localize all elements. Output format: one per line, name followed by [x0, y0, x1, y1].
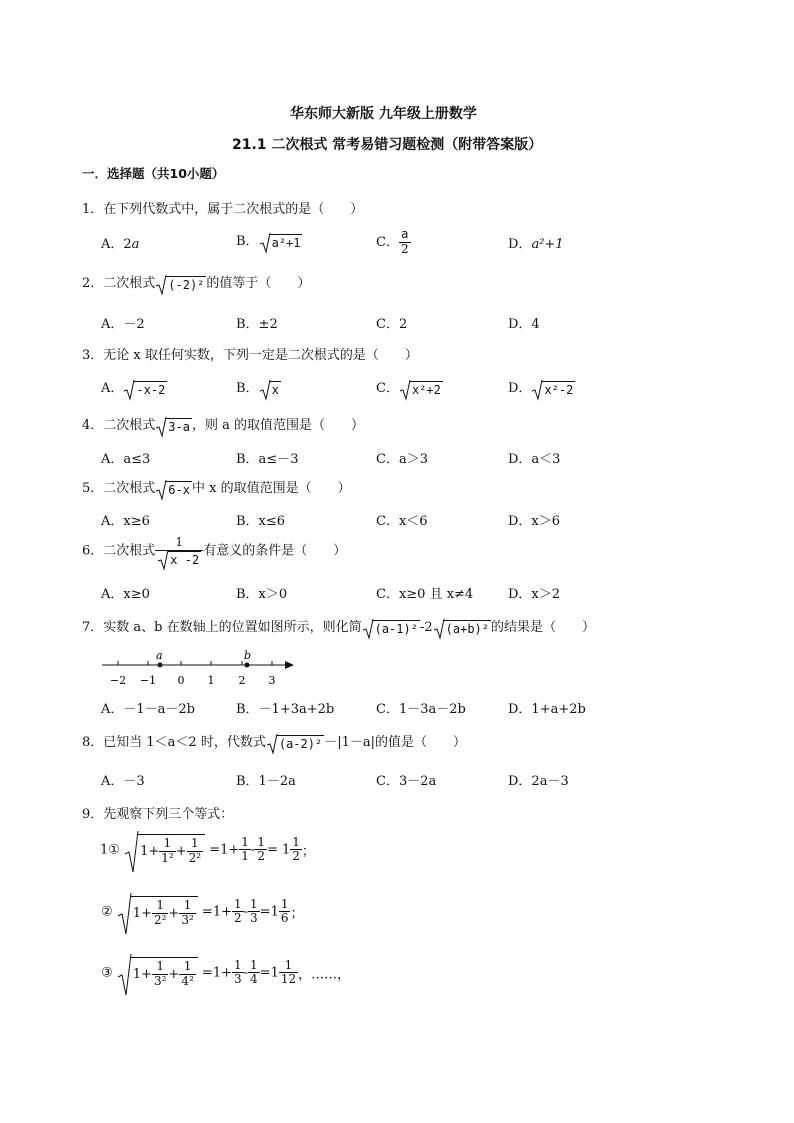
radical: 3-a [155, 418, 192, 434]
q3-option-a: A． -x-2 [101, 381, 166, 397]
title-line-2: 21.1 二次根式 常考易错习题检测（附带答案版） [232, 137, 543, 153]
q4-option-b: B．a≤－3 [236, 452, 299, 467]
equation-3: ③ 1+ $\frac{1}{\text{3²}}$ + $\frac{1}{\text{4²}}$ =1+ $\frac{1}{3}$ - $\frac{1}{4}$ =1 $\frac{1}{12}$ ，……， [101, 957, 350, 989]
equation-2: ② 1+ $\frac{1}{\text{2²}}$ + $\frac{1}{\text{3²}}$ =1+ $\frac{1}{2}$ - $\frac{1}{3}$ =1 $\frac{1}{6}$ ； [101, 896, 304, 928]
question-2-stem: 2．二次根式 (-2)² 的值等于（ ） [82, 276, 311, 292]
radical: 6-x [155, 481, 192, 497]
question-4-stem: 4．二次根式 3-a ，则 a 的取值范围是（ ） [82, 418, 364, 434]
q2-option-b: B．±2 [236, 317, 278, 332]
tick-label: 3 [268, 674, 276, 687]
radical: a²+1 [259, 234, 303, 250]
equation-1: 1① 1+ $\frac{1}{\text{1²}}$ + $\frac{1}{\text{2²}}$ =1+ $\frac{1}{1}$ - $\frac{1}{2}$ = 1 $\frac{1}{2}$ ； [100, 834, 315, 866]
q1-option-b: B． a²+1 [236, 234, 301, 250]
question-5-stem: 5．二次根式 6-x 中 x 的取值范围是（ ） [82, 481, 351, 497]
question-6-stem: 6．二次根式 $\frac{1}{x -2}$ 有意义的条件是（ ） [82, 535, 347, 567]
tick-label: 1 [207, 674, 215, 687]
q3-option-c: C． x²+2 [376, 381, 441, 397]
radical: -x-2 [123, 381, 167, 397]
radical: (-2)² [155, 276, 206, 292]
question-7-stem: 7．实数 a、b 在数轴上的位置如图所示，则化简 (a-1)² -2 (a+b)² 的结果是（ ） [82, 620, 596, 636]
point-a-label: a [156, 649, 163, 662]
question-3-stem: 3．无论 x 取任何实数，下列一定是二次根式的是（ ） [82, 348, 418, 363]
q5-option-b: B．x≤6 [236, 514, 286, 529]
q1-option-a: A．2a [101, 237, 140, 252]
q4-option-d: D．a＜3 [508, 452, 561, 467]
q4-option-c: C．a＞3 [376, 452, 428, 467]
q4-option-a: A．a≤3 [101, 452, 151, 467]
q7-option-b: B．－1+3a+2b [236, 702, 335, 717]
q2-option-d: D．4 [508, 317, 540, 332]
radical: 1+ $\frac{1}{\text{3²}}$ + $\frac{1}{\text{4²}}$ [117, 957, 198, 989]
tick-label: −2 [109, 674, 127, 687]
q3-option-b: B． x [236, 381, 279, 397]
tick-label: 0 [177, 674, 185, 687]
q3-option-d: D． x²-2 [508, 381, 574, 397]
q8-option-a: A．－3 [101, 774, 145, 789]
q6-option-a: A．x≥0 [101, 587, 150, 602]
q7-option-d: D．1+a+2b [508, 702, 586, 717]
q6-option-d: D．x＞2 [508, 587, 561, 602]
tick-label: 2 [238, 674, 246, 687]
q5-option-a: A．x≥6 [101, 514, 150, 529]
radical: (a+b)² [433, 620, 491, 636]
q8-option-c: C．3－2a [376, 774, 437, 789]
question-1-stem: 1．在下列代数式中，属于二次根式的是（ ） [82, 202, 364, 217]
fraction: $\frac{1}{x -2}$ [155, 536, 203, 566]
tick-label: −1 [139, 674, 157, 687]
radical: x²+2 [399, 381, 443, 397]
point-b-label: b [244, 649, 252, 662]
q1-option-d: D．a²+1 [508, 237, 564, 252]
radical: (a-1)² [362, 620, 420, 636]
q6-option-b: B．x＞0 [236, 587, 288, 602]
q7-option-a: A．－1－a－2b [101, 702, 196, 717]
question-9-stem: 9．先观察下列三个等式： [82, 807, 234, 822]
q5-option-c: C．x＜6 [376, 514, 428, 529]
q5-option-d: D．x＞6 [508, 514, 561, 529]
point-a-marker [158, 663, 163, 668]
radical: (a-2)² [266, 735, 324, 751]
q8-option-d: D．2a－3 [508, 774, 569, 789]
fraction: $\frac{a}{2}$ [400, 227, 409, 256]
q1-option-c: C． $\frac{a}{2}$ [376, 227, 409, 256]
radical: 1+ $\frac{1}{\text{2²}}$ + $\frac{1}{\text{3²}}$ [117, 896, 198, 928]
title-line-1: 华东师大新版 九年级上册数学 [290, 106, 477, 122]
q7-option-c: C．1－3a－2b [376, 702, 466, 717]
q2-option-c: C．2 [376, 317, 408, 332]
radical: 1+ $\frac{1}{\text{1²}}$ + $\frac{1}{\text{2²}}$ [124, 834, 205, 866]
radical: x [259, 381, 281, 397]
q2-option-a: A．－2 [101, 317, 145, 332]
radical: x -2 [157, 551, 201, 566]
q6-option-c: C．x≥0 且 x≠4 [376, 587, 474, 602]
radical: x²-2 [531, 381, 575, 397]
point-b-marker [245, 663, 250, 668]
number-line-diagram [98, 648, 308, 690]
q8-option-b: B．1－2a [236, 774, 296, 789]
question-8-stem: 8．已知当 1＜a＜2 时，代数式 (a-2)² －|1－a|的值是（ ） [82, 735, 466, 751]
section-heading: 一．选择题（共10小题） [82, 166, 225, 181]
